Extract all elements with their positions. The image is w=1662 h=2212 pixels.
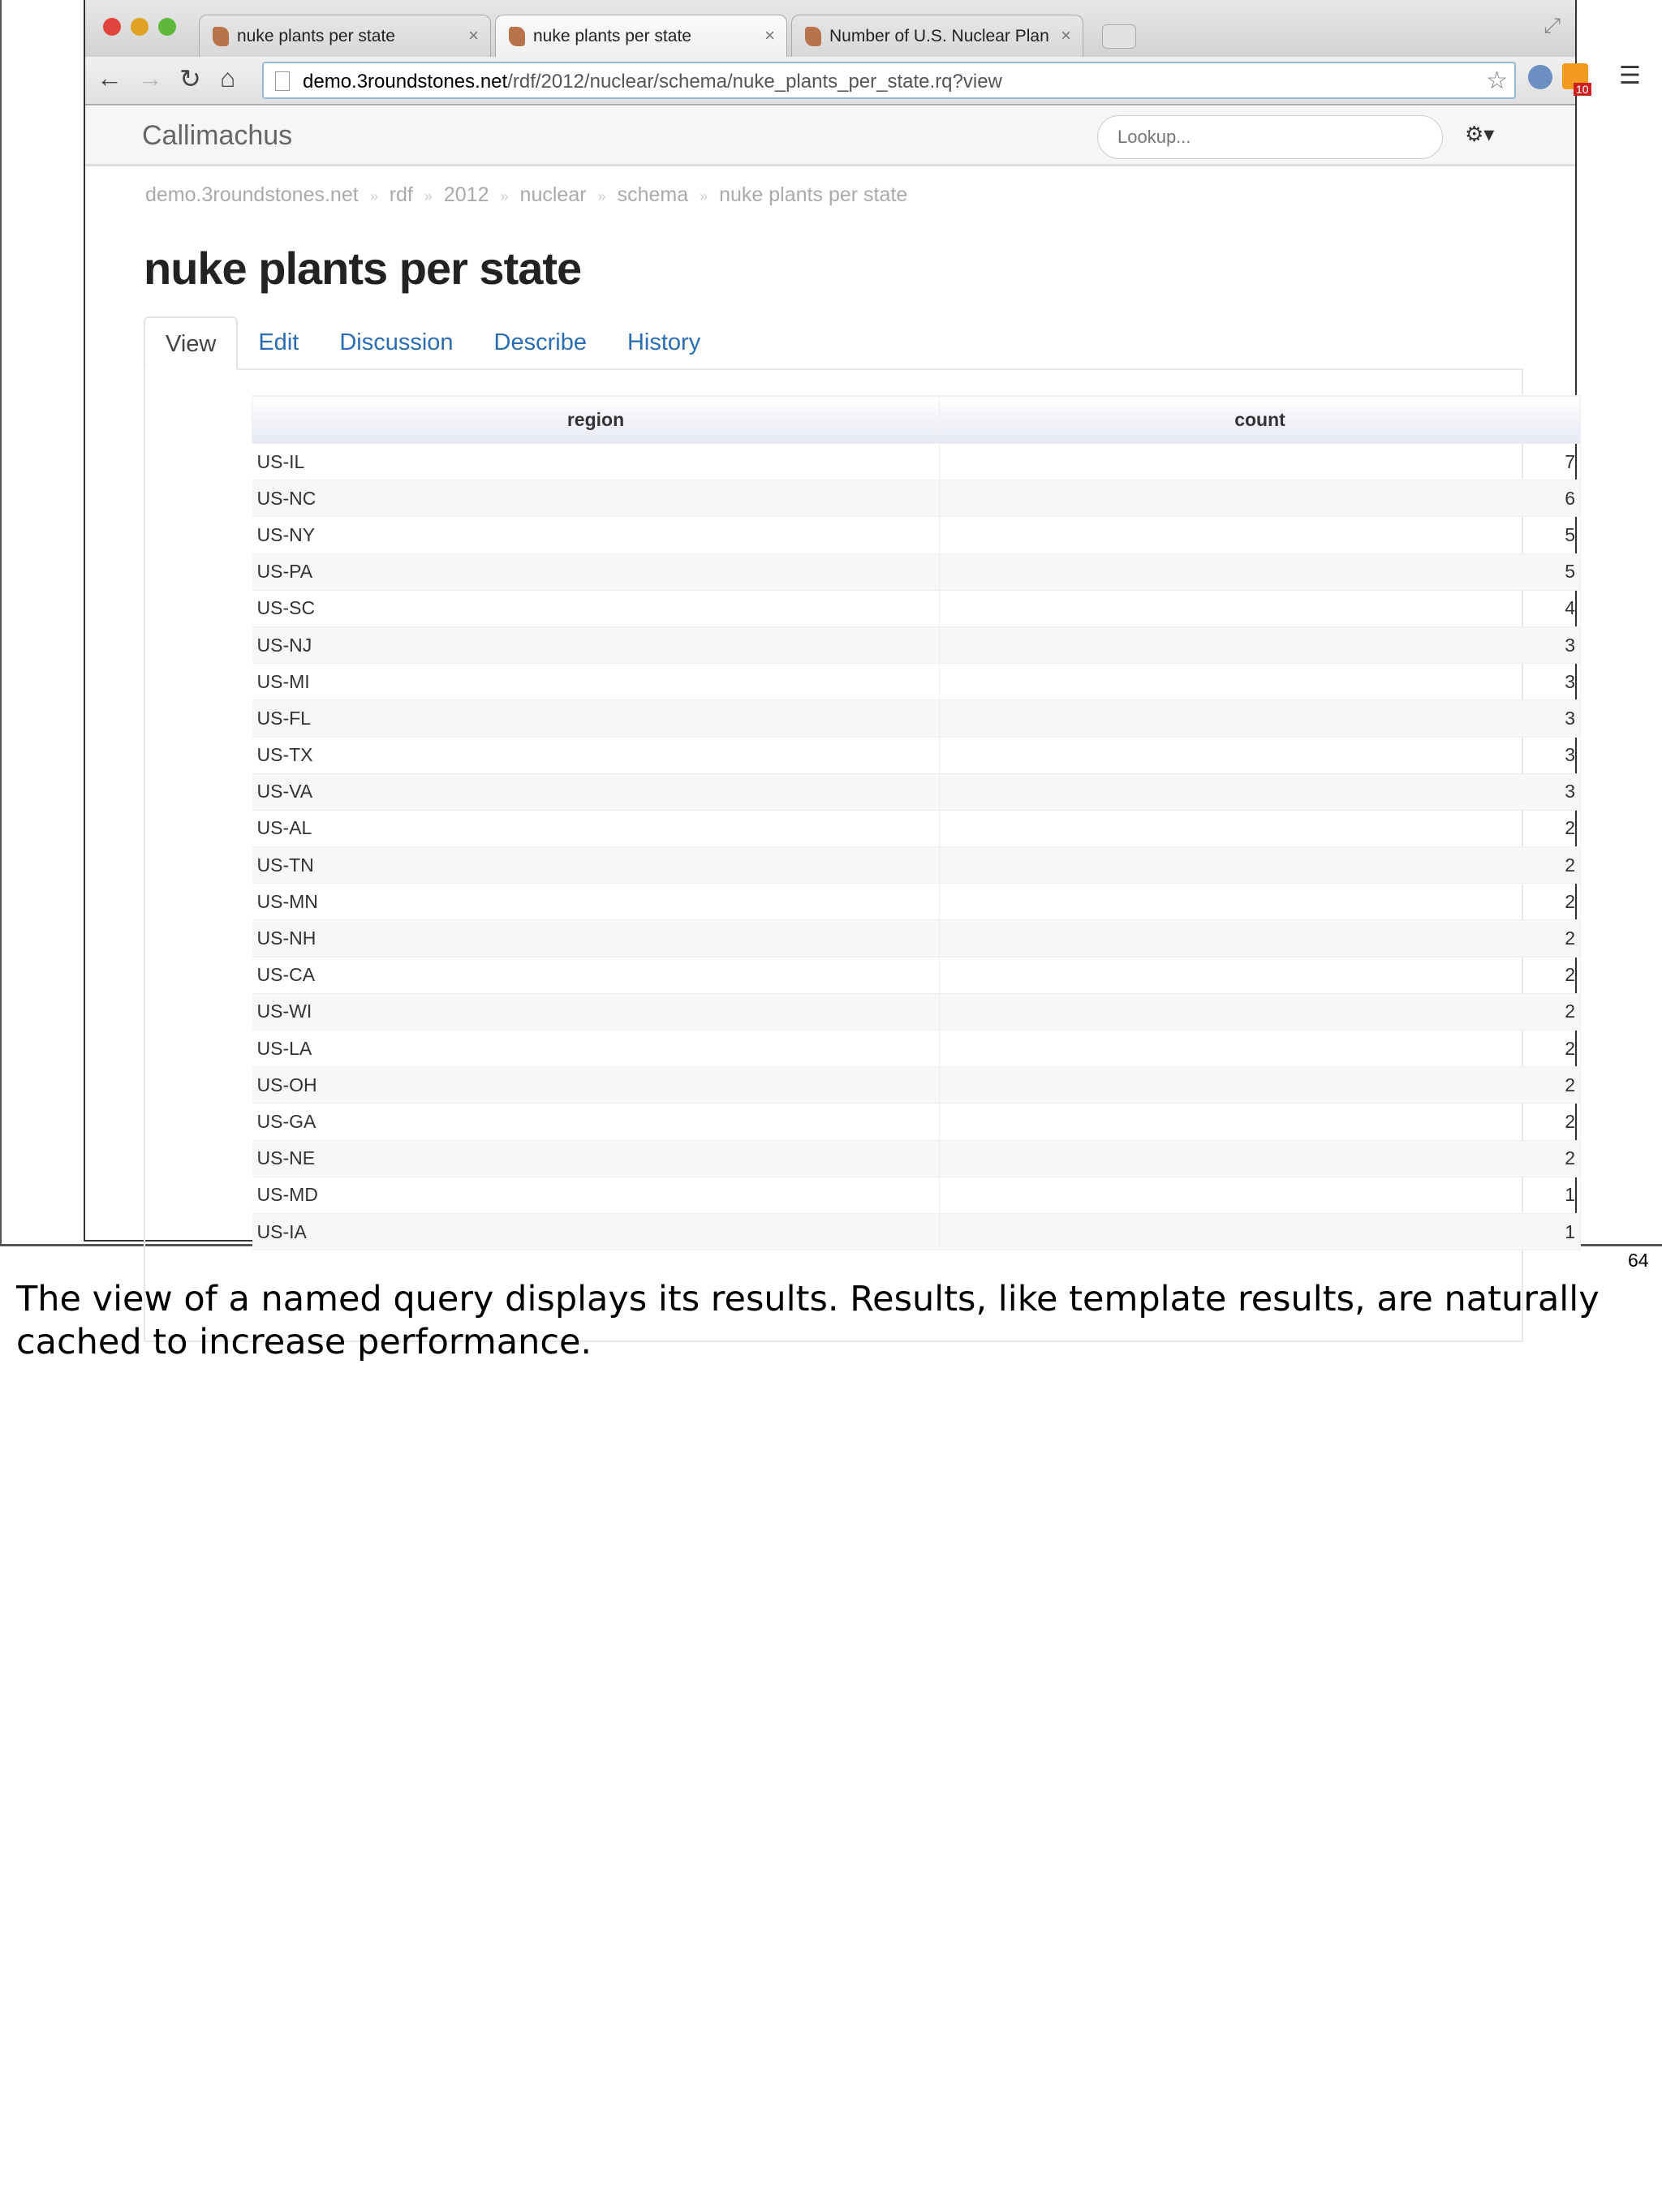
count-cell: 5 [940, 517, 1581, 553]
tab-discussion[interactable]: Discussion [339, 329, 454, 355]
count-cell: 2 [940, 810, 1581, 846]
page-title: nuke plants per state [144, 243, 582, 294]
count-cell: 2 [940, 1140, 1581, 1177]
favicon-icon [805, 27, 821, 46]
table-row [252, 1031, 1581, 1067]
table-row [252, 737, 1581, 773]
lookup-input[interactable] [1097, 115, 1443, 159]
tab-history[interactable]: History [626, 329, 701, 355]
page-icon [275, 71, 290, 91]
breadcrumb [145, 183, 907, 207]
table-row [252, 847, 1581, 884]
new-tab-button[interactable] [1102, 24, 1136, 49]
table-row [252, 993, 1581, 1030]
count-cell: 3 [940, 664, 1581, 700]
column-header-region[interactable]: region [252, 396, 940, 444]
count-cell: 1 [940, 1177, 1581, 1213]
browser-tab-label: Number of U.S. Nuclear Plan [829, 27, 1049, 45]
region-cell: US-IL [252, 444, 940, 480]
address-bar[interactable] [262, 62, 1516, 99]
count-cell: 2 [940, 847, 1581, 884]
region-cell: US-NJ [252, 626, 940, 663]
browser-window [84, 0, 1641, 1242]
region-cell: US-NH [252, 920, 940, 957]
close-tab-icon[interactable]: × [1061, 25, 1071, 45]
breadcrumb-separator: » [700, 188, 708, 204]
url-host: demo.3roundstones.net [303, 71, 508, 93]
count-cell: 4 [940, 590, 1581, 626]
count-cell: 5 [940, 553, 1581, 590]
count-cell: 1 [940, 1213, 1581, 1250]
tab-describe[interactable]: Describe [493, 329, 587, 355]
close-tab-icon[interactable]: × [468, 25, 479, 45]
table-row [252, 480, 1581, 517]
table-row [252, 1104, 1581, 1140]
close-tab-icon[interactable]: × [764, 25, 775, 45]
region-cell: US-SC [252, 590, 940, 626]
count-cell: 2 [940, 1104, 1581, 1140]
region-cell: US-NY [252, 517, 940, 553]
region-cell: US-TN [252, 847, 940, 884]
table-row [252, 1067, 1581, 1104]
count-cell: 2 [940, 884, 1581, 920]
table-row [252, 1140, 1581, 1177]
region-cell: US-NC [252, 480, 940, 517]
table-row [252, 700, 1581, 737]
region-cell: US-MN [252, 884, 940, 920]
region-cell: US-AL [252, 810, 940, 846]
url-path: /rdf/2012/nuclear/schema/nuke_plants_per_state.rq?view [507, 71, 1002, 93]
browser-toolbar [85, 57, 1641, 105]
region-cell: US-FL [252, 700, 940, 737]
region-cell: US-WI [252, 993, 940, 1030]
app-header [85, 107, 1575, 166]
rss-badge: 10 [1574, 83, 1591, 96]
breadcrumb-item[interactable]: demo.3roundstones.net [145, 183, 359, 206]
region-cell: US-MD [252, 1177, 940, 1213]
favicon-icon [509, 27, 525, 46]
zoom-window-button[interactable] [158, 18, 176, 36]
breadcrumb-item[interactable]: 2012 [443, 183, 489, 206]
tab-bar [85, 0, 1575, 57]
page-tabs [144, 316, 721, 370]
bookmark-star-icon[interactable]: ☆ [1486, 67, 1508, 94]
breadcrumb-separator: » [424, 188, 433, 204]
table-row [252, 1213, 1581, 1250]
count-cell: 2 [940, 920, 1581, 957]
browser-tab-label: nuke plants per state [237, 27, 395, 45]
column-header-count[interactable]: count [940, 396, 1581, 444]
region-cell: US-MI [252, 664, 940, 700]
browser-tab-label: nuke plants per state [533, 27, 691, 45]
region-cell: US-TX [252, 737, 940, 773]
browser-tab[interactable] [791, 15, 1083, 57]
breadcrumb-item[interactable]: schema [617, 183, 689, 206]
count-cell: 3 [940, 626, 1581, 663]
extension-globe-icon[interactable] [1528, 65, 1552, 89]
menu-icon[interactable]: ☰ [1619, 62, 1641, 89]
count-cell: 2 [940, 957, 1581, 993]
table-row [252, 884, 1581, 920]
favicon-icon [213, 27, 229, 46]
count-cell: 2 [940, 993, 1581, 1030]
table-row [252, 957, 1581, 993]
count-cell: 3 [940, 737, 1581, 773]
breadcrumb-item: nuke plants per state [719, 183, 908, 206]
region-cell: US-OH [252, 1067, 940, 1104]
table-row [252, 517, 1581, 553]
tab-edit[interactable]: Edit [258, 329, 299, 355]
count-cell: 2 [940, 1031, 1581, 1067]
table-row [252, 920, 1581, 957]
browser-tab[interactable] [495, 15, 787, 57]
back-icon[interactable]: ← [97, 63, 123, 93]
breadcrumb-item[interactable]: rdf [389, 183, 413, 206]
count-cell: 6 [940, 480, 1581, 517]
fullscreen-icon[interactable]: ⤢ [1544, 13, 1561, 37]
results-table [252, 395, 1581, 1250]
count-cell: 7 [940, 444, 1581, 480]
table-row [252, 810, 1581, 846]
region-cell: US-LA [252, 1031, 940, 1067]
count-cell: 2 [940, 1067, 1581, 1104]
slide-caption: The view of a named query displays its results. Results, like template results, are naturally cached to increase performance. [16, 1279, 1600, 1362]
region-cell: US-VA [252, 773, 940, 810]
table-row [252, 626, 1581, 663]
breadcrumb-item[interactable]: nuclear [519, 183, 587, 206]
table-row [252, 773, 1581, 810]
table-row [252, 444, 1581, 480]
minimize-window-button[interactable] [131, 18, 149, 36]
breadcrumb-separator: » [369, 188, 378, 204]
table-row [252, 664, 1581, 700]
count-cell: 3 [940, 700, 1581, 737]
slide-page-number: 64 [1628, 1250, 1649, 1271]
gear-menu-icon[interactable]: ⚙▾ [1465, 122, 1495, 146]
table-row [252, 1177, 1581, 1213]
breadcrumb-separator: » [500, 188, 509, 204]
breadcrumb-separator: » [597, 188, 606, 204]
close-window-button[interactable] [103, 18, 121, 36]
count-cell: 3 [940, 773, 1581, 810]
table-row [252, 553, 1581, 590]
region-cell: US-NE [252, 1140, 940, 1177]
region-cell: US-GA [252, 1104, 940, 1140]
reload-icon[interactable]: ↻ [179, 64, 201, 93]
region-cell: US-PA [252, 553, 940, 590]
home-icon[interactable]: ⌂ [220, 63, 236, 93]
tab-view[interactable]: View [144, 316, 238, 370]
forward-icon[interactable]: → [137, 63, 163, 93]
region-cell: US-CA [252, 957, 940, 993]
brand-logo[interactable]: Callimachus [142, 120, 293, 151]
table-row [252, 590, 1581, 626]
browser-tab[interactable] [199, 15, 491, 57]
region-cell: US-IA [252, 1213, 940, 1250]
